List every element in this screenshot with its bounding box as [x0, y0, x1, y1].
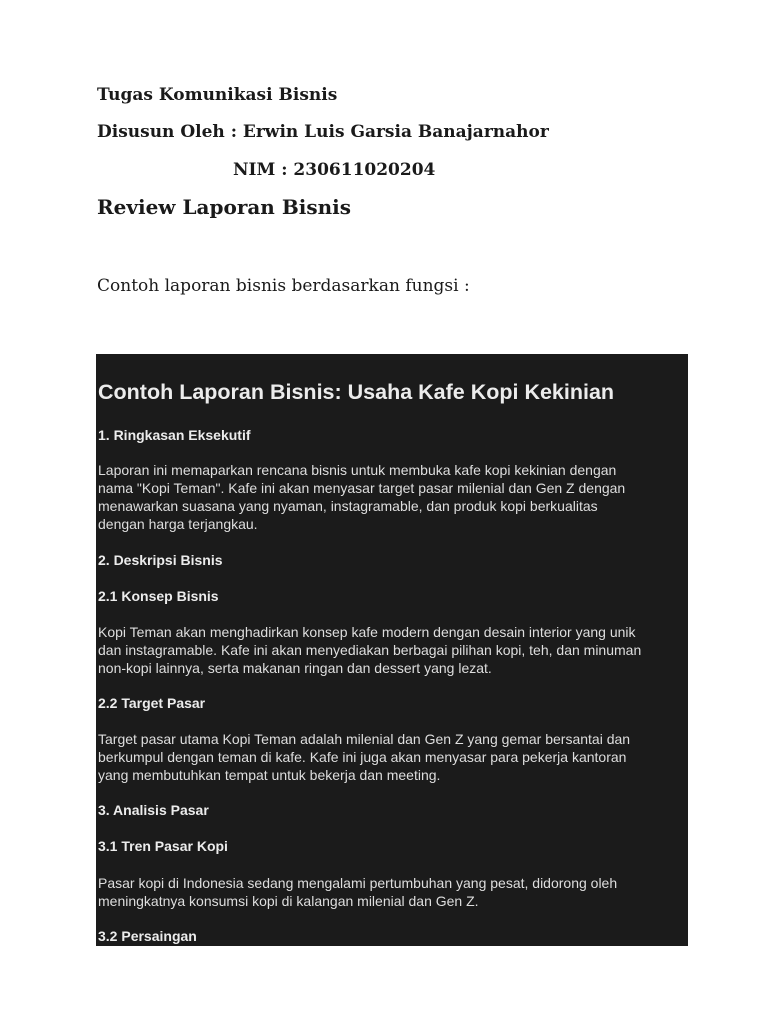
- section-heading: 3.2 Persaingan: [98, 928, 197, 944]
- author-line: Disusun Oleh : Erwin Luis Garsia Banajarnahor: [97, 122, 549, 142]
- report-title: Contoh Laporan Bisnis: Usaha Kafe Kopi Kekinian: [98, 380, 615, 404]
- section-heading: 2.1 Konsep Bisnis: [98, 588, 219, 604]
- section-paragraph: Pasar kopi di Indonesia sedang mengalami pertumbuhan yang pesat, didorong oleh meningkatnya konsumsi kopi di kalangan milenial dan Gen Z.: [98, 875, 618, 909]
- intro-text: Contoh laporan bisnis berdasarkan fungsi :: [97, 276, 470, 296]
- embedded-report-screenshot: [96, 354, 688, 946]
- section-paragraph: Target pasar utama Kopi Teman adalah milenial dan Gen Z yang gemar bersantai dan berkumpul dengan teman di kafe. Kafe ini juga akan menyasar para pekerja kantoran yang membutuhkan tempat untuk bekerja dan meeting.: [98, 731, 631, 783]
- section-heading: 2.2 Target Pasar: [98, 695, 206, 711]
- section-paragraph: Kopi Teman akan menghadirkan konsep kafe modern dengan desain interior yang unik dan instagramable. Kafe ini akan menyediakan berbagai pilihan kopi, teh, dan minuman non-kopi lainnya, serta makanan ringan dan dessert yang lezat.: [98, 624, 642, 676]
- section-heading: 1. Ringkasan Eksekutif: [98, 427, 251, 443]
- section-heading: 3. Analisis Pasar: [98, 802, 209, 818]
- section-heading: 3.1 Tren Pasar Kopi: [98, 838, 228, 854]
- course-title: Tugas Komunikasi Bisnis: [97, 85, 338, 105]
- section-heading: 2. Deskripsi Bisnis: [98, 552, 223, 568]
- nim-line: NIM : 230611020204: [233, 160, 436, 180]
- section-paragraph: Laporan ini memaparkan rencana bisnis untuk membuka kafe kopi kekinian dengan nama "Kopi Teman". Kafe ini akan menyasar target pasar milenial dan Gen Z dengan menawarkan suasana yang nyaman, instagramable, dan produk kopi berkualitas dengan harga terjangkau.: [98, 462, 626, 532]
- document-title: Review Laporan Bisnis: [97, 195, 351, 219]
